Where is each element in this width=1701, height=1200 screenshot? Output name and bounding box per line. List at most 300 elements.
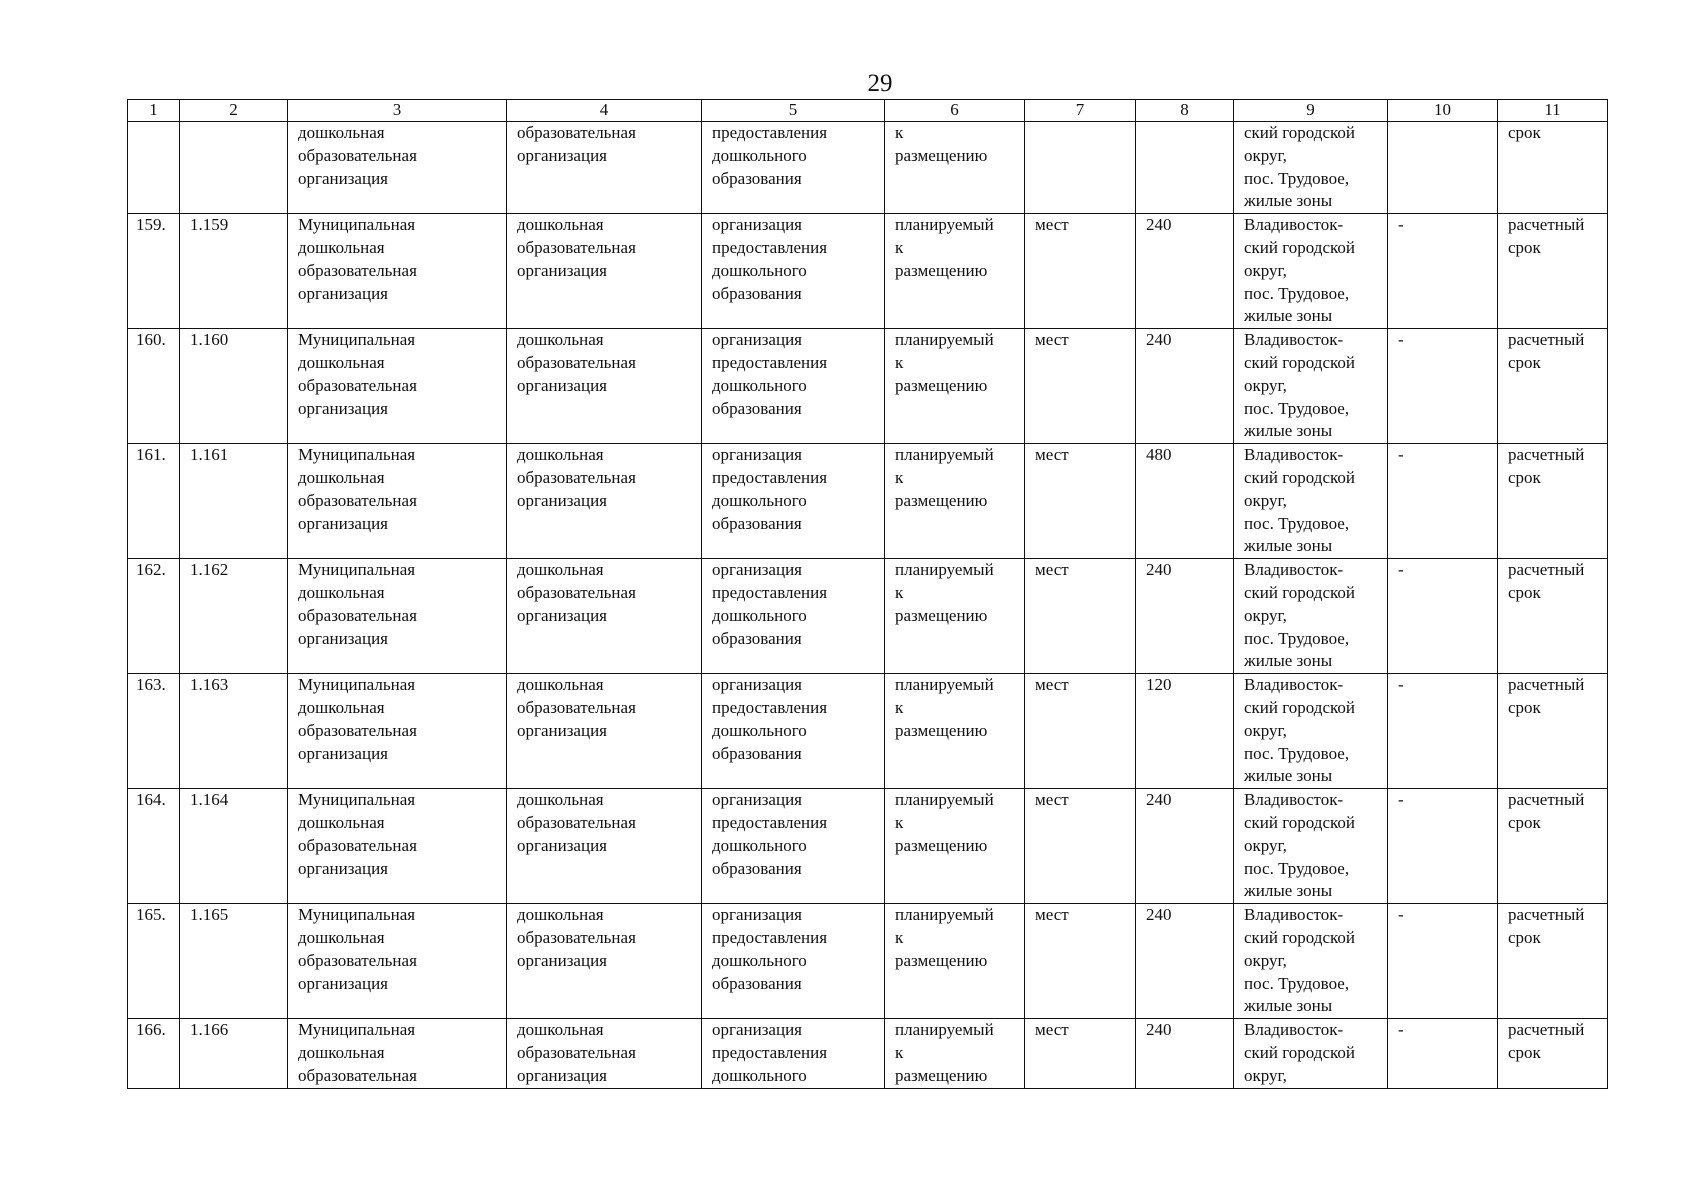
cell-text: - — [1398, 215, 1404, 235]
object-name — [288, 789, 507, 904]
timeframe — [1498, 329, 1608, 444]
cell-line: жилые зоны — [1244, 996, 1333, 1016]
cell-line: предоставления — [712, 1042, 828, 1062]
cell-line: планируемый — [895, 1020, 994, 1040]
cell-text: 2 — [229, 100, 238, 119]
column-number-10 — [1388, 100, 1498, 122]
cell-line: размещению — [895, 720, 988, 740]
object-type — [507, 329, 702, 444]
cell-line: образовательная — [298, 950, 417, 970]
location — [1234, 1019, 1388, 1088]
item-code — [180, 674, 288, 789]
cell-text: - — [1398, 675, 1404, 695]
cell-line: срок — [1508, 927, 1541, 947]
cell-line: дошкольная — [517, 1020, 604, 1040]
object-type — [507, 789, 702, 904]
cell-line: дошкольного — [712, 720, 807, 740]
cell-line: образовательная — [517, 582, 636, 602]
row-number — [128, 329, 180, 444]
column-number-11 — [1498, 100, 1608, 122]
cell-line: дошкольная — [298, 352, 385, 372]
cell-line: размещению — [895, 835, 988, 855]
cell-line: пос. Трудовое, — [1244, 858, 1350, 878]
location — [1234, 444, 1388, 559]
cell-text: 162. — [136, 560, 166, 580]
cell-line: организация — [298, 743, 388, 763]
table-row — [128, 674, 1608, 789]
cell-line: предоставления — [712, 123, 828, 142]
cell-line: образования — [712, 513, 802, 533]
cell-line: дошкольная — [517, 445, 604, 465]
cell-line: дошкольного — [712, 260, 807, 280]
cell-text: 1 — [149, 100, 158, 119]
cell-line: округ, — [1244, 720, 1287, 740]
cell-text: 3 — [392, 100, 402, 119]
cell-text: мест — [1035, 445, 1069, 465]
cell-text: 120 — [1146, 675, 1172, 695]
cell-line: дошкольная — [517, 905, 604, 925]
cell-line: дошкольная — [298, 812, 385, 832]
cell-text: мест — [1035, 1020, 1069, 1040]
cell-text: 240 — [1146, 215, 1172, 235]
cell-text: 480 — [1146, 445, 1172, 465]
cell-line: предоставления — [712, 467, 828, 487]
cell-text: 161. — [136, 445, 166, 465]
cell-line: предоставления — [712, 812, 828, 832]
cell-line: Владивосток- — [1244, 790, 1344, 810]
cell-line: к — [895, 352, 904, 372]
cell-line: организация — [712, 445, 802, 465]
column-number-3 — [288, 100, 507, 122]
cell-line: ский городской — [1244, 237, 1355, 257]
zone-info — [1388, 1019, 1498, 1088]
location — [1234, 329, 1388, 444]
cell-text: 10 — [1434, 100, 1451, 119]
cell-text: 240 — [1146, 560, 1172, 580]
cell-line: размещению — [895, 145, 988, 165]
capacity-value — [1136, 1019, 1234, 1088]
column-number-4 — [507, 100, 702, 122]
cell-line: дошкольного — [712, 375, 807, 395]
item-code — [180, 1019, 288, 1088]
cell-text: 240 — [1146, 1020, 1172, 1040]
cell-line: планируемый — [895, 445, 994, 465]
table-row — [128, 444, 1608, 559]
location — [1234, 904, 1388, 1019]
cell-line: дошкольного — [712, 950, 807, 970]
cell-line: к — [895, 123, 904, 142]
capacity-value — [1136, 329, 1234, 444]
cell-line: организация — [517, 260, 607, 280]
cell-col-5 — [702, 122, 885, 214]
capacity-value — [1136, 904, 1234, 1019]
cell-line: образования — [712, 743, 802, 763]
cell-text: 1.166 — [190, 1020, 229, 1040]
cell-text: 165. — [136, 905, 166, 925]
cell-line: дошкольного — [712, 835, 807, 855]
cell-line: пос. Трудовое, — [1244, 628, 1350, 648]
cell-line: Владивосток- — [1244, 1020, 1344, 1040]
capacity-value — [1136, 789, 1234, 904]
cell-line: образовательная — [298, 720, 417, 740]
cell-text: мест — [1035, 675, 1069, 695]
item-code — [180, 444, 288, 559]
cell-text: 1.160 — [190, 330, 229, 350]
zone-info — [1388, 904, 1498, 1019]
cell-line: ский городской — [1244, 467, 1355, 487]
cell-line: дошкольного — [712, 605, 807, 625]
purpose — [702, 214, 885, 329]
cell-line: образовательная — [298, 260, 417, 280]
cell-line: организация — [517, 145, 607, 165]
cell-text: 164. — [136, 790, 166, 810]
cell-line: предоставления — [712, 697, 828, 717]
cell-line: дошкольная — [298, 237, 385, 257]
row-number — [128, 214, 180, 329]
table-row — [128, 1019, 1608, 1088]
cell-line: дошкольного — [712, 490, 807, 510]
unit — [1025, 559, 1136, 674]
cell-line: образования — [712, 858, 802, 878]
cell-line: срок — [1508, 352, 1541, 372]
cell-line: организация — [712, 330, 802, 350]
cell-text: - — [1398, 560, 1404, 580]
object-name — [288, 444, 507, 559]
row-number — [128, 789, 180, 904]
cell-line: образовательная — [517, 123, 636, 142]
cell-line: организация — [298, 628, 388, 648]
cell-text: мест — [1035, 905, 1069, 925]
cell-line: организация — [517, 490, 607, 510]
cell-line: образовательная — [517, 352, 636, 372]
cell-line: к — [895, 812, 904, 832]
cell-line: размещению — [895, 490, 988, 510]
table-row — [128, 214, 1608, 329]
cell-line: организация — [517, 375, 607, 395]
cell-line: жилые зоны — [1244, 191, 1333, 211]
cell-line: жилые зоны — [1244, 306, 1333, 326]
cell-col-10 — [1388, 122, 1498, 214]
item-code — [180, 789, 288, 904]
cell-col-3 — [288, 122, 507, 214]
cell-text: 163. — [136, 675, 166, 695]
cell-line: ский городской — [1244, 927, 1355, 947]
purpose — [702, 329, 885, 444]
item-code — [180, 329, 288, 444]
unit — [1025, 214, 1136, 329]
cell-line: пос. Трудовое, — [1244, 398, 1350, 418]
cell-line: ский городской — [1244, 697, 1355, 717]
status — [885, 559, 1025, 674]
purpose — [702, 444, 885, 559]
zone-info — [1388, 559, 1498, 674]
cell-line: округ, — [1244, 375, 1287, 395]
zone-info — [1388, 214, 1498, 329]
cell-line: организация — [712, 790, 802, 810]
cell-col-11 — [1498, 122, 1608, 214]
cell-line: расчетный — [1508, 790, 1585, 810]
cell-line: ский городской — [1244, 812, 1355, 832]
purpose — [702, 1019, 885, 1088]
cell-line: размещению — [895, 375, 988, 395]
cell-line: к — [895, 1042, 904, 1062]
cell-line: образования — [712, 973, 802, 993]
status — [885, 1019, 1025, 1088]
row-number — [128, 904, 180, 1019]
object-name — [288, 214, 507, 329]
cell-line: размещению — [895, 605, 988, 625]
cell-line: жилые зоны — [1244, 766, 1333, 786]
zone-info — [1388, 444, 1498, 559]
table-body — [128, 100, 1608, 1089]
cell-col-6 — [885, 122, 1025, 214]
column-number-8 — [1136, 100, 1234, 122]
cell-text: 1.165 — [190, 905, 229, 925]
row-number — [128, 674, 180, 789]
cell-line: планируемый — [895, 560, 994, 580]
object-type — [507, 214, 702, 329]
capacity-value — [1136, 444, 1234, 559]
column-number-header-row — [128, 100, 1608, 122]
cell-line: организация — [517, 605, 607, 625]
cell-line: пос. Трудовое, — [1244, 513, 1350, 533]
object-type — [507, 559, 702, 674]
cell-line: срок — [1508, 812, 1541, 832]
cell-line: округ, — [1244, 490, 1287, 510]
cell-line: Владивосток- — [1244, 215, 1344, 235]
cell-line: организация — [712, 675, 802, 695]
zone-info — [1388, 329, 1498, 444]
cell-text: - — [1398, 905, 1404, 925]
cell-text: 240 — [1146, 790, 1172, 810]
cell-line: организация — [712, 560, 802, 580]
column-number-2 — [180, 100, 288, 122]
cell-text: мест — [1035, 790, 1069, 810]
cell-line: Владивосток- — [1244, 560, 1344, 580]
object-name — [288, 1019, 507, 1088]
cell-line: Муниципальная — [298, 905, 416, 925]
cell-line: округ, — [1244, 260, 1287, 280]
purpose — [702, 789, 885, 904]
cell-line: жилые зоны — [1244, 881, 1333, 901]
cell-col-1 — [128, 122, 180, 214]
purpose — [702, 559, 885, 674]
cell-text: 6 — [950, 100, 959, 119]
cell-col-4 — [507, 122, 702, 214]
status — [885, 214, 1025, 329]
cell-line: пос. Трудовое, — [1244, 168, 1350, 188]
status — [885, 904, 1025, 1019]
cell-line: образовательная — [517, 1042, 636, 1062]
cell-line: дошкольная — [517, 330, 604, 350]
column-number-5 — [702, 100, 885, 122]
cell-text: 4 — [599, 100, 609, 119]
table-row — [128, 904, 1608, 1019]
cell-line: Муниципальная — [298, 790, 416, 810]
timeframe — [1498, 1019, 1608, 1088]
cell-line: дошкольная — [298, 1042, 385, 1062]
zone-info — [1388, 789, 1498, 904]
cell-line: Муниципальная — [298, 445, 416, 465]
cell-line: Владивосток- — [1244, 675, 1344, 695]
cell-line: образовательная — [517, 812, 636, 832]
unit — [1025, 1019, 1136, 1088]
cell-line: организация — [298, 513, 388, 533]
cell-text: 1.159 — [190, 215, 229, 235]
cell-text: мест — [1035, 560, 1069, 580]
cell-text: - — [1398, 790, 1404, 810]
object-name — [288, 329, 507, 444]
column-number-1 — [128, 100, 180, 122]
cell-line: расчетный — [1508, 445, 1585, 465]
cell-line: организация — [298, 168, 388, 188]
item-code — [180, 559, 288, 674]
cell-text: - — [1398, 330, 1404, 350]
cell-line: расчетный — [1508, 215, 1585, 235]
zone-info — [1388, 674, 1498, 789]
cell-line: пос. Трудовое, — [1244, 283, 1350, 303]
item-code — [180, 214, 288, 329]
cell-line: округ, — [1244, 605, 1287, 625]
cell-line: расчетный — [1508, 675, 1585, 695]
cell-line: ский городской — [1244, 582, 1355, 602]
cell-text: 11 — [1544, 100, 1561, 119]
cell-line: жилые зоны — [1244, 651, 1333, 671]
cell-col-9 — [1234, 122, 1388, 214]
cell-line: предоставления — [712, 582, 828, 602]
cell-line: к — [895, 582, 904, 602]
cell-text: 240 — [1146, 905, 1172, 925]
object-name — [288, 674, 507, 789]
cell-line: планируемый — [895, 905, 994, 925]
cell-text: 9 — [1306, 100, 1315, 119]
cell-line: к — [895, 927, 904, 947]
cell-text: 1.161 — [190, 445, 229, 465]
location — [1234, 559, 1388, 674]
cell-text: 166. — [136, 1020, 166, 1040]
cell-line: Владивосток- — [1244, 445, 1344, 465]
cell-line: округ, — [1244, 835, 1287, 855]
cell-line: образовательная — [298, 605, 417, 625]
object-type — [507, 674, 702, 789]
cell-line: ский городской — [1244, 352, 1355, 372]
cell-line: дошкольная — [298, 697, 385, 717]
cell-line: Владивосток- — [1244, 905, 1344, 925]
cell-text: 7 — [1075, 100, 1085, 119]
cell-text: мест — [1035, 330, 1069, 350]
object-type — [507, 904, 702, 1019]
cell-text: 8 — [1180, 100, 1189, 119]
cell-line: образовательная — [517, 927, 636, 947]
column-number-7 — [1025, 100, 1136, 122]
cell-line: организация — [298, 283, 388, 303]
cell-line: образовательная — [298, 145, 417, 165]
cell-text: 159. — [136, 215, 166, 235]
cell-text: 1.162 — [190, 560, 229, 580]
cell-line: дошкольная — [517, 560, 604, 580]
cell-line: организация — [298, 858, 388, 878]
row-number — [128, 559, 180, 674]
cell-line: срок — [1508, 582, 1541, 602]
planning-table — [127, 99, 1608, 1089]
cell-line: срок — [1508, 237, 1541, 257]
cell-line: дошкольная — [517, 215, 604, 235]
cell-line: срок — [1508, 467, 1541, 487]
row-number — [128, 1019, 180, 1088]
timeframe — [1498, 214, 1608, 329]
timeframe — [1498, 904, 1608, 1019]
cell-line: предоставления — [712, 237, 828, 257]
cell-line: организация — [517, 1065, 607, 1085]
cell-text: 160. — [136, 330, 166, 350]
cell-line: образовательная — [517, 697, 636, 717]
cell-line: дошкольная — [517, 675, 604, 695]
cell-line: образовательная — [298, 490, 417, 510]
cell-line: предоставления — [712, 352, 828, 372]
cell-line: Муниципальная — [298, 675, 416, 695]
cell-line: размещению — [895, 1065, 988, 1085]
cell-text: 1.163 — [190, 675, 229, 695]
cell-line: планируемый — [895, 330, 994, 350]
column-number-9 — [1234, 100, 1388, 122]
cell-line: планируемый — [895, 675, 994, 695]
cell-line: организация — [712, 905, 802, 925]
cell-line: размещению — [895, 950, 988, 970]
cell-line: расчетный — [1508, 560, 1585, 580]
cell-line: образовательная — [298, 1065, 417, 1085]
page-number: 29 — [867, 70, 893, 97]
cell-line: Муниципальная — [298, 560, 416, 580]
cell-line: Муниципальная — [298, 1020, 416, 1040]
cell-line: дошкольная — [298, 467, 385, 487]
cell-line: к — [895, 467, 904, 487]
cell-line: расчетный — [1508, 1020, 1585, 1040]
cell-line: организация — [517, 720, 607, 740]
cell-line: Владивосток- — [1244, 330, 1344, 350]
cell-line: образовательная — [298, 835, 417, 855]
cell-text: - — [1398, 445, 1404, 465]
status — [885, 789, 1025, 904]
unit — [1025, 674, 1136, 789]
cell-line: организация — [517, 950, 607, 970]
cell-line: дошкольного — [712, 1065, 807, 1085]
cell-line: срок — [1508, 1042, 1541, 1062]
cell-line: округ, — [1244, 1065, 1287, 1085]
location — [1234, 214, 1388, 329]
cell-line: планируемый — [895, 215, 994, 235]
cell-line: срок — [1508, 697, 1541, 717]
cell-col-7 — [1025, 122, 1136, 214]
cell-line: образования — [712, 283, 802, 303]
cell-line: образовательная — [298, 375, 417, 395]
cell-line: организация — [517, 835, 607, 855]
cell-line: пос. Трудовое, — [1244, 743, 1350, 763]
table-row — [128, 559, 1608, 674]
cell-line: образовательная — [517, 237, 636, 257]
cell-text: 5 — [788, 100, 798, 119]
cell-line: Муниципальная — [298, 330, 416, 350]
cell-text: 240 — [1146, 330, 1172, 350]
cell-line: дошкольная — [517, 790, 604, 810]
cell-line: организация — [712, 215, 802, 235]
cell-col-2 — [180, 122, 288, 214]
cell-line: организация — [298, 973, 388, 993]
column-number-6 — [885, 100, 1025, 122]
cell-line: образования — [712, 168, 802, 188]
cell-col-8 — [1136, 122, 1234, 214]
purpose — [702, 674, 885, 789]
table-row-continued — [128, 122, 1608, 214]
